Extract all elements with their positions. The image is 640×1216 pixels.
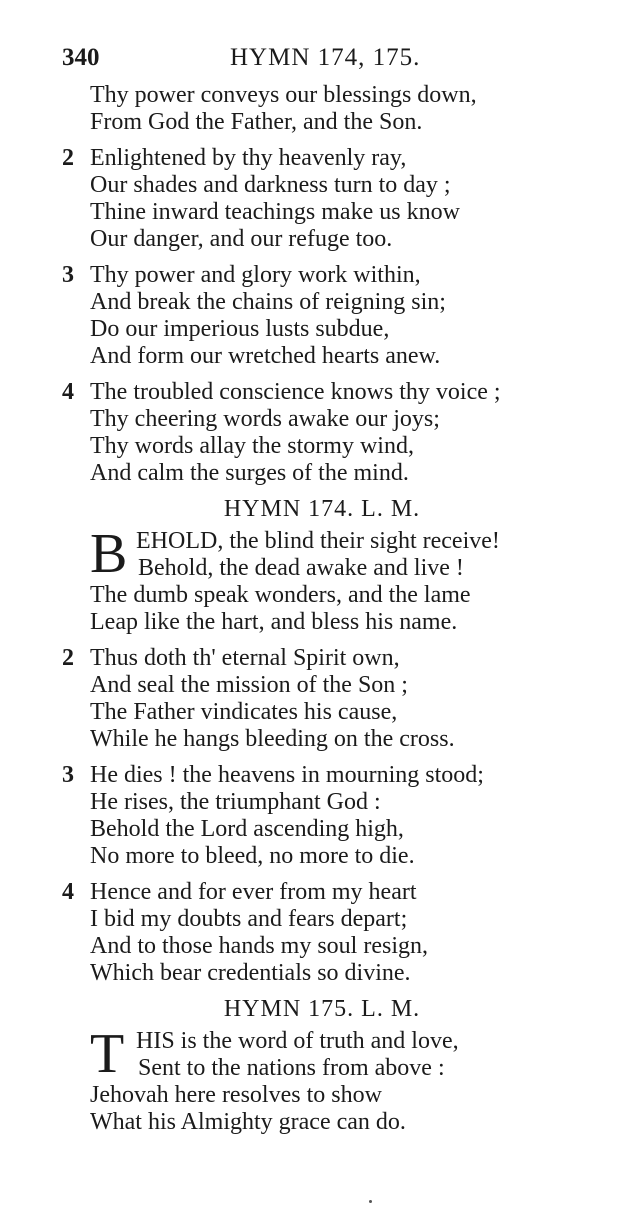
verse-line: Leap like the hart, and bless his name. xyxy=(90,609,458,635)
drop-cap: T xyxy=(90,1023,125,1085)
verse-text: Thy power and glory work within, xyxy=(90,262,421,288)
verse-line: Our shades and darkness turn to day ; xyxy=(90,172,451,198)
verse-line: Jehovah here resolves to show xyxy=(90,1082,382,1108)
verse-text: Hence and for ever from my heart xyxy=(90,879,417,905)
verse-line: Thy power conveys our blessings down, xyxy=(90,82,477,108)
verse-line: He rises, the triumphant God : xyxy=(90,789,381,815)
verse-line xyxy=(62,645,582,672)
stanza xyxy=(62,523,582,636)
verse-line: Thy words allay the stormy wind, xyxy=(90,433,414,459)
verse-text: Enlightened by thy heavenly ray, xyxy=(90,145,407,171)
verse-line: What his Almighty grace can do. xyxy=(90,1109,406,1135)
stanza xyxy=(62,1023,582,1136)
hymn-title: HYMN 175. L. M. xyxy=(223,996,421,1022)
stanza xyxy=(62,145,582,253)
verse-text: HIS is the word of truth and love, xyxy=(136,1028,459,1054)
verse-line: And break the chains of reigning sin; xyxy=(90,289,446,315)
verse-line: And calm the surges of the mind. xyxy=(90,460,409,486)
page-number: 340 xyxy=(62,44,100,71)
stanza-number: 3 xyxy=(62,762,74,788)
stanza-number: 4 xyxy=(62,379,74,405)
page-body xyxy=(62,82,582,1145)
verse-line xyxy=(62,262,582,289)
verse-line: Do our imperious lusts subdue, xyxy=(90,316,390,342)
verse-text: He dies ! the heavens in mourning stood; xyxy=(90,762,484,788)
verse-line xyxy=(62,145,582,172)
stanza-number: 3 xyxy=(62,262,74,288)
verse-line: Behold, the dead awake and live ! xyxy=(138,555,464,581)
stanza xyxy=(62,379,582,487)
verse-line: Our danger, and our refuge too. xyxy=(90,226,393,252)
hymn-title: HYMN 174. L. M. xyxy=(223,496,421,522)
verse-text: Thus doth th' eternal Spirit own, xyxy=(90,645,400,671)
stanza xyxy=(62,879,582,987)
verse-text: EHOLD, the blind their sight receive! xyxy=(136,528,500,554)
verse-line: And seal the mission of the Son ; xyxy=(90,672,408,698)
stanza xyxy=(62,262,582,370)
verse-line: Thine inward teachings make us know xyxy=(90,199,460,225)
verse-line: And to those hands my soul resign, xyxy=(90,933,428,959)
stanza-number: 4 xyxy=(62,879,74,905)
stanza xyxy=(62,762,582,870)
verse-line: The Father vindicates his cause, xyxy=(90,699,398,725)
page-mark xyxy=(369,1200,372,1203)
verse-line: The dumb speak wonders, and the lame xyxy=(90,582,471,608)
verse-line: I bid my doubts and fears depart; xyxy=(90,906,408,932)
verse-line: Behold the Lord ascending high, xyxy=(90,816,404,842)
stanza xyxy=(62,645,582,753)
verse-line xyxy=(62,762,582,789)
verse-line: No more to bleed, no more to die. xyxy=(90,843,415,869)
verse-line: And form our wretched hearts anew. xyxy=(90,343,441,369)
verse-line xyxy=(62,879,582,906)
stanza-number: 2 xyxy=(62,145,74,171)
running-head: HYMN 174, 175. xyxy=(230,44,421,71)
verse-text: The troubled conscience knows thy voice ; xyxy=(90,379,501,405)
verse-line: From God the Father, and the Son. xyxy=(90,109,423,135)
verse-line: Thy cheering words awake our joys; xyxy=(90,406,440,432)
page-header xyxy=(62,44,582,78)
verse-line xyxy=(62,379,582,406)
stanza-number: 2 xyxy=(62,645,74,671)
verse-line: While he hangs bleeding on the cross. xyxy=(90,726,455,752)
verse-line: Sent to the nations from above : xyxy=(138,1055,445,1081)
drop-cap: B xyxy=(90,523,128,585)
stanza-continuation xyxy=(62,82,582,136)
verse-line: Which bear credentials so divine. xyxy=(90,960,411,986)
